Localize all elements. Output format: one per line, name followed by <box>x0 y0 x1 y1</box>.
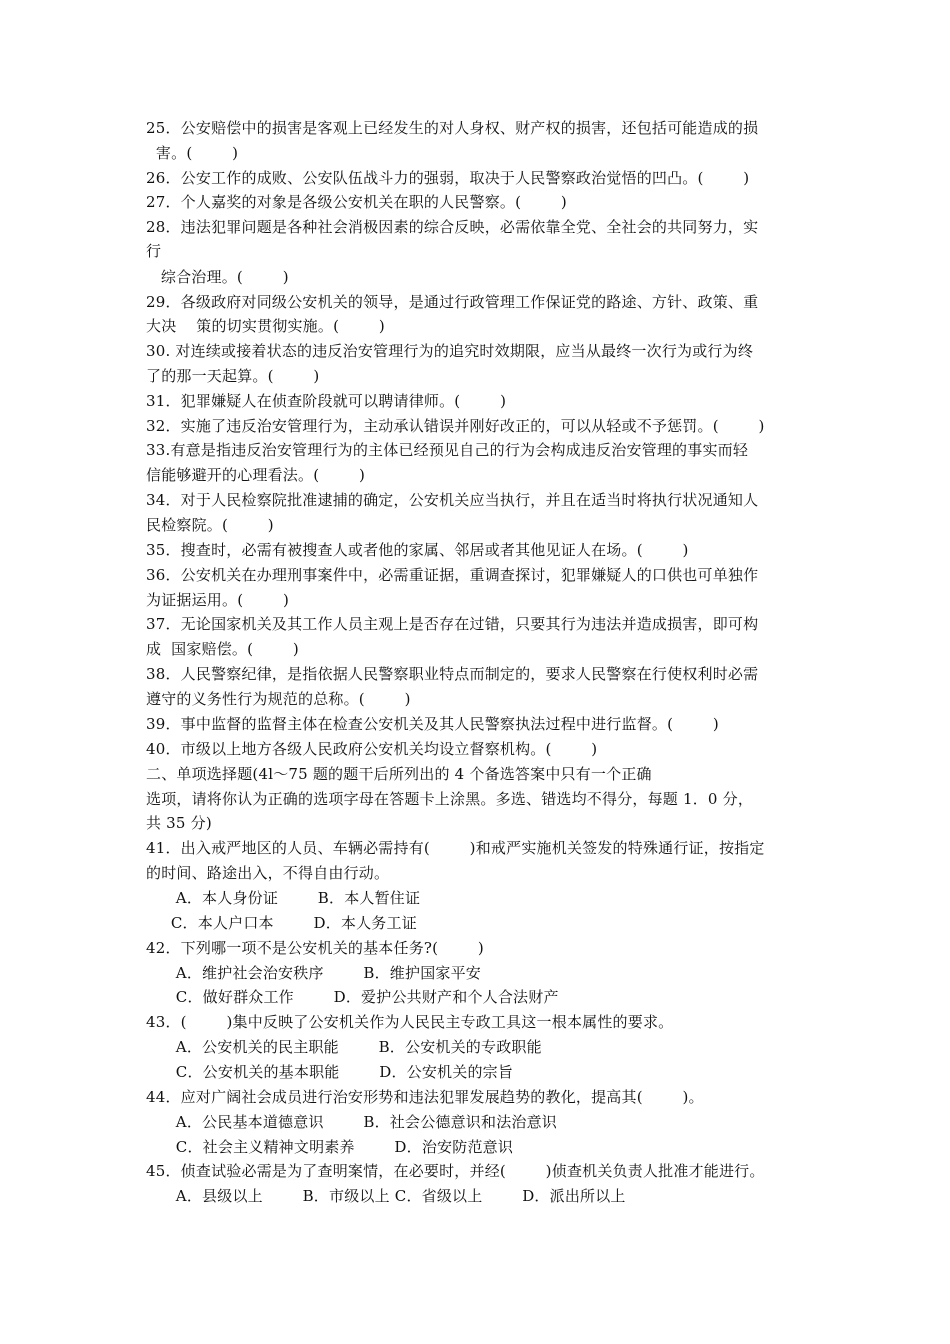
text-line: 综合治理。( ) <box>146 268 289 286</box>
option-line: C．本人户口本 D．本人务工证 <box>146 914 417 932</box>
text-line: 害。( ) <box>146 144 239 162</box>
text-line: 37．无论国家机关及其工作人员主观上是否存在过错，只要其行为违法并造成损害，即可构 <box>146 615 759 633</box>
text-line: 为证据运用。( ) <box>146 591 290 609</box>
section-heading: 二、单项选择题(4l～75 题的题干后所列出的 4 个备选答案中只有一个正确 <box>146 765 652 783</box>
option-line: A．维护社会治安秩序 B．维护国家平安 <box>146 964 482 982</box>
text-line: 44．应对广阔社会成员进行治安形势和违法犯罪发展趋势的教化，提高其( )。 <box>146 1088 704 1106</box>
option-line: C．公安机关的基本职能 D．公安机关的宗旨 <box>146 1063 514 1081</box>
text-line: 共 35 分) <box>146 814 212 832</box>
text-line: 遵守的义务性行为规范的总称。( ) <box>146 690 411 708</box>
text-line: 30. 对连续或接着状态的违反治安管理行为的追究时效期限，应当从最终一次行为或行为终 <box>146 342 754 360</box>
option-line: C．社会主义精神文明素养 D．治安防范意识 <box>146 1138 514 1156</box>
text-line: 45．侦查试验必需是为了查明案情，在必要时，并经( )侦查机关负责人批准才能进行。 <box>146 1162 765 1180</box>
text-line: 39．事中监督的监督主体在检查公安机关及其人民警察执法过程中进行监督。( ) <box>146 715 719 733</box>
text-line: 36．公安机关在办理刑事案件中，必需重证据，重调查探讨，犯罪嫌疑人的口供也可单独作 <box>146 566 759 584</box>
text-line: 40．市级以上地方各级人民政府公安机关均设立督察机构。( ) <box>146 740 598 758</box>
option-line: A．本人身份证 B．本人暂住证 <box>146 889 421 907</box>
text-line: 34．对于人民检察院批准逮捕的确定，公安机关应当执行，并且在适当时将执行状况通知人 <box>146 491 759 509</box>
option-line: A．县级以上 B．市级以上 C．省级以上 D．派出所以上 <box>146 1187 626 1205</box>
text-line: 25．公安赔偿中的损害是客观上已经发生的对人身权、财产权的损害，还包括可能造成的损 <box>146 119 759 137</box>
text-line: 大决 策的切实贯彻实施。( ) <box>146 317 385 335</box>
text-line: 38．人民警察纪律，是指依据人民警察职业特点而制定的，要求人民警察在行使权利时必需 <box>146 665 759 683</box>
option-line: A．公民基本道德意识 B．社会公德意识和法治意识 <box>146 1113 558 1131</box>
text-line: 31．犯罪嫌疑人在侦查阶段就可以聘请律师。( ) <box>146 392 507 410</box>
option-line: A．公安机关的民主职能 B．公安机关的专政职能 <box>146 1038 542 1056</box>
text-line: 信能够避开的心理看法。( ) <box>146 466 366 484</box>
text-line: 27．个人嘉奖的对象是各级公安机关在职的人民警察。( ) <box>146 193 567 211</box>
text-line: 29．各级政府对同级公安机关的领导，是通过行政管理工作保证党的路途、方针、政策、重 <box>146 293 759 311</box>
option-line: C．做好群众工作 D．爱护公共财产和个人合法财产 <box>146 988 559 1006</box>
text-line: 26．公安工作的成败、公安队伍战斗力的强弱，取决于人民警察政治觉悟的凹凸。( ) <box>146 169 750 187</box>
text-line: 民检察院。( ) <box>146 516 274 534</box>
text-line: 41．出入戒严地区的人员、车辆必需持有( )和戒严实施机关签发的特殊通行证，按指定 <box>146 839 765 857</box>
text-line: 选项，请将你认为正确的选项字母在答题卡上涂黑。多选、错选均不得分，每题 1．0 分， <box>146 790 754 808</box>
text-line: 了的那一天起算。( ) <box>146 367 320 385</box>
text-line: 成 国家赔偿。( ) <box>146 640 299 658</box>
text-line: 的时间、路途出入，不得自由行动。 <box>146 864 390 882</box>
text-line: 33.有意是指违反治安管理行为的主体已经预见自己的行为会构成违反治安管理的事实而轻 <box>146 441 749 459</box>
text-line: 42．下列哪一项不是公安机关的基本任务?( ) <box>146 939 484 957</box>
text-line: 28．违法犯罪问题是各种社会消极因素的综合反映，必需依靠全党、全社会的共同努力，实 <box>146 218 759 236</box>
text-line: 行 <box>146 242 162 260</box>
text-line: 32．实施了违反治安管理行为，主动承认错误并刚好改正的，可以从轻或不予惩罚。( ) <box>146 417 765 435</box>
text-line: 43．( )集中反映了公安机关作为人民民主专政工具这一根本属性的要求。 <box>146 1013 674 1031</box>
text-line: 35．搜查时，必需有被搜查人或者他的家属、邻居或者其他见证人在场。( ) <box>146 541 689 559</box>
